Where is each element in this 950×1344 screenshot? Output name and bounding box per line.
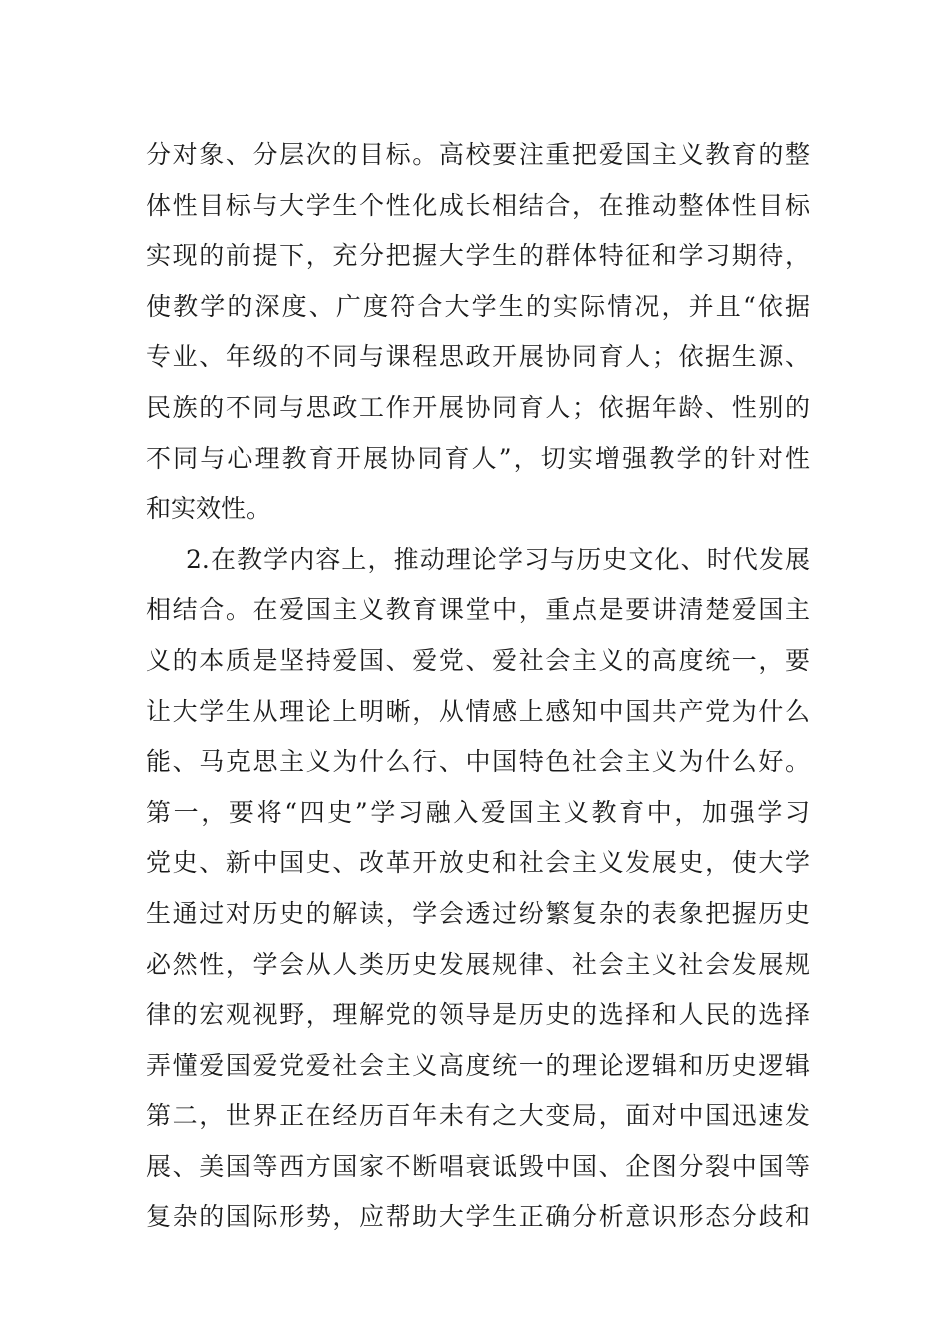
text-line: 使教学的深度、广度符合大学生的实际情况，并且“依据 bbox=[146, 291, 810, 321]
text-line: 民族的不同与思政工作开展协同育人；依据年龄、性别的 bbox=[146, 392, 810, 422]
paragraph-start-line: 2.在教学内容上，推动理论学习与历史文化、时代发展 bbox=[186, 544, 810, 574]
text-line: 生通过对历史的解读，学会透过纷繁复杂的表象把握历史 bbox=[146, 898, 810, 928]
text-line: 体性目标与大学生个性化成长相结合，在推动整体性目标 bbox=[146, 190, 810, 220]
text-line: 实现的前提下，充分把握大学生的群体特征和学习期待， bbox=[146, 241, 810, 271]
text-line: 相结合。在爱国主义教育课堂中，重点是要讲清楚爱国主 bbox=[146, 595, 810, 625]
text-line: 弄懂爱国爱党爱社会主义高度统一的理论逻辑和历史逻辑 bbox=[146, 1050, 810, 1080]
paragraph-end-line: 和实效性。 bbox=[146, 494, 272, 524]
text-line: 复杂的国际形势，应帮助大学生正确分析意识形态分歧和 bbox=[146, 1202, 810, 1232]
text-line: 展、美国等西方国家不断唱衰诋毁中国、企图分裂中国等 bbox=[146, 1151, 810, 1181]
text-line: 专业、年级的不同与课程思政开展协同育人；依据生源、 bbox=[146, 342, 810, 372]
text-line: 第二，世界正在经历百年未有之大变局，面对中国迅速发 bbox=[146, 1101, 810, 1131]
text-line: 第一，要将“四史”学习融入爱国主义教育中，加强学习 bbox=[146, 797, 810, 827]
text-line: 义的本质是坚持爱国、爱党、爱社会主义的高度统一，要 bbox=[146, 645, 810, 675]
text-line: 分对象、分层次的目标。高校要注重把爱国主义教育的整 bbox=[146, 140, 810, 169]
text-line: 必然性，学会从人类历史发展规律、社会主义社会发展规 bbox=[146, 949, 810, 979]
text-line: 党史、新中国史、改革开放史和社会主义发展史，使大学 bbox=[146, 848, 810, 878]
text-line: 不同与心理教育开展协同育人”，切实增强教学的针对性 bbox=[146, 443, 810, 473]
text-line: 让大学生从理论上明晰，从情感上感知中国共产党为什么 bbox=[146, 696, 810, 726]
text-line: 律的宏观视野，理解党的领导是历史的选择和人民的选择 bbox=[146, 1000, 810, 1030]
text-line: 能、马克思主义为什么行、中国特色社会主义为什么好。 bbox=[146, 747, 810, 777]
body-text bbox=[146, 130, 810, 1243]
